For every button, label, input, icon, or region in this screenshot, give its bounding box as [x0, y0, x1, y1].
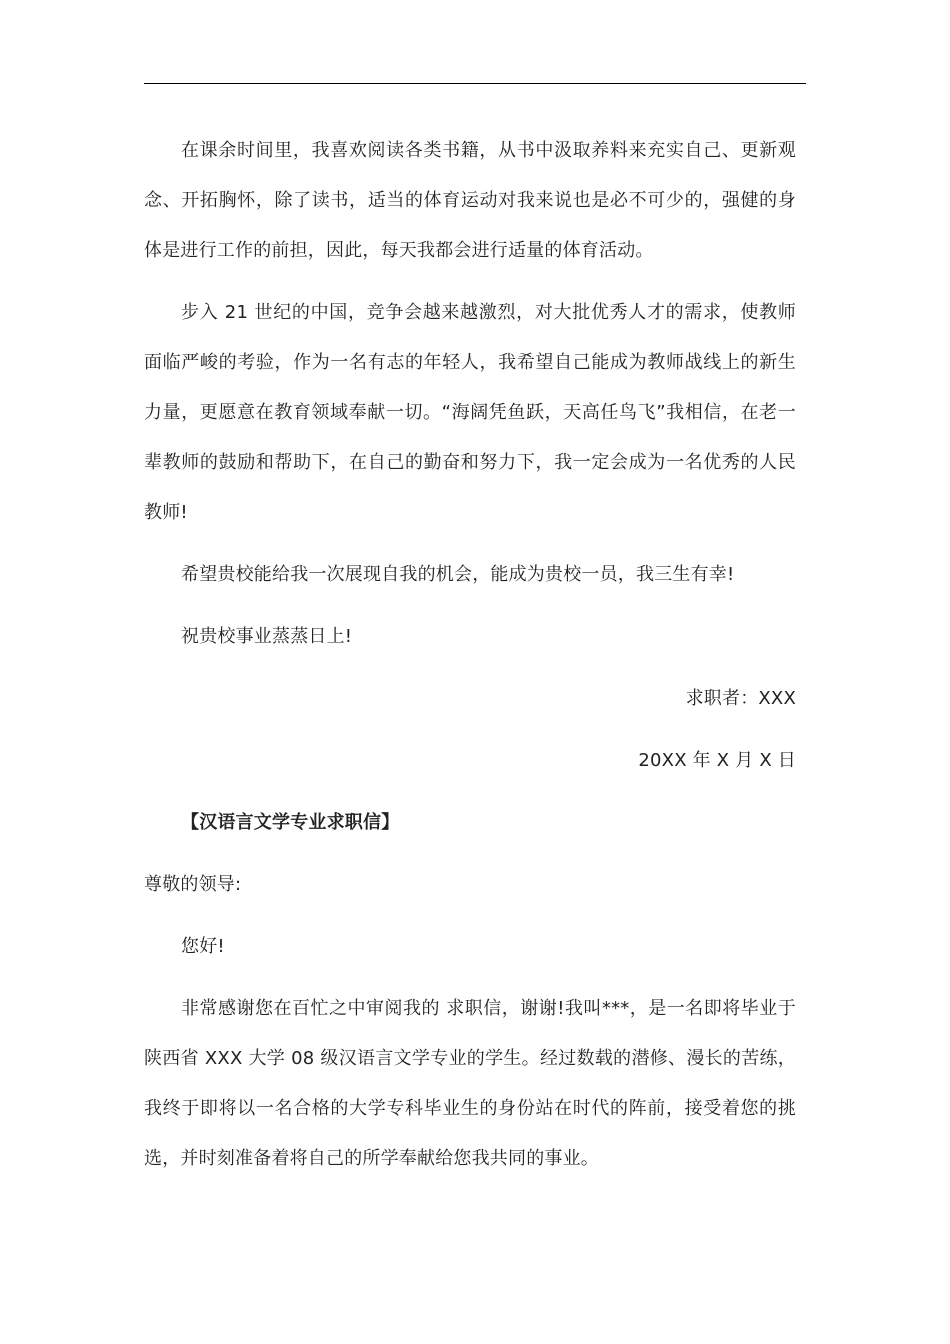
header-rule: [144, 83, 806, 84]
signature-applicant: 求职者：XXX: [685, 688, 796, 709]
paragraph-hobbies: 在课余时间里，我喜欢阅读各类书籍，从书中汲取养料来充实自己、更新观念、开拓胸怀，除了读书，适当的体育运动对我来说也是必不可少的，强健的身体是进行工作的前担，因此，每天我都会进行适量的体育活动。: [144, 140, 796, 261]
document-body: [144, 126, 796, 1196]
paragraph-wishes: 祝贵校事业蒸蒸日上!: [181, 626, 353, 647]
letter-greeting: 您好!: [181, 936, 225, 957]
paragraph-aspiration: 步入 21 世纪的中国，竞争会越来越激烈，对大批优秀人才的需求，使教师面临严峻的考验，作为一名有志的年轻人，我希望自己能成为教师战线上的新生力量，更愿意在教育领域奉献一切。“海阔凭鱼跃，天高任鸟飞”我相信，在老一辈教师的鼓励和帮助下，在自己的勤奋和努力下，我一定会成为一名优秀的人民教师!: [144, 302, 796, 523]
signature-date: 20XX 年 X 月 X 日: [638, 750, 796, 771]
paragraph-hope: 希望贵校能给我一次展现自我的机会，能成为贵校一员，我三生有幸!: [181, 564, 735, 585]
section-title: 【汉语言文学专业求职信】: [181, 812, 400, 833]
letter-paragraph-intro: 非常感谢您在百忙之中审阅我的 求职信，谢谢!我叫***，是一名即将毕业于陕西省 XXX 大学 08 级汉语言文学专业的学生。经过数载的潜修、漫长的苦练，我终于即将以一名合格的大学专科毕业生的身份站在时代的阵前，接受着您的挑选，并时刻准备着将自己的所学奉献给您我共同的事业。: [144, 998, 796, 1169]
letter-salutation: 尊敬的领导:: [144, 874, 242, 895]
